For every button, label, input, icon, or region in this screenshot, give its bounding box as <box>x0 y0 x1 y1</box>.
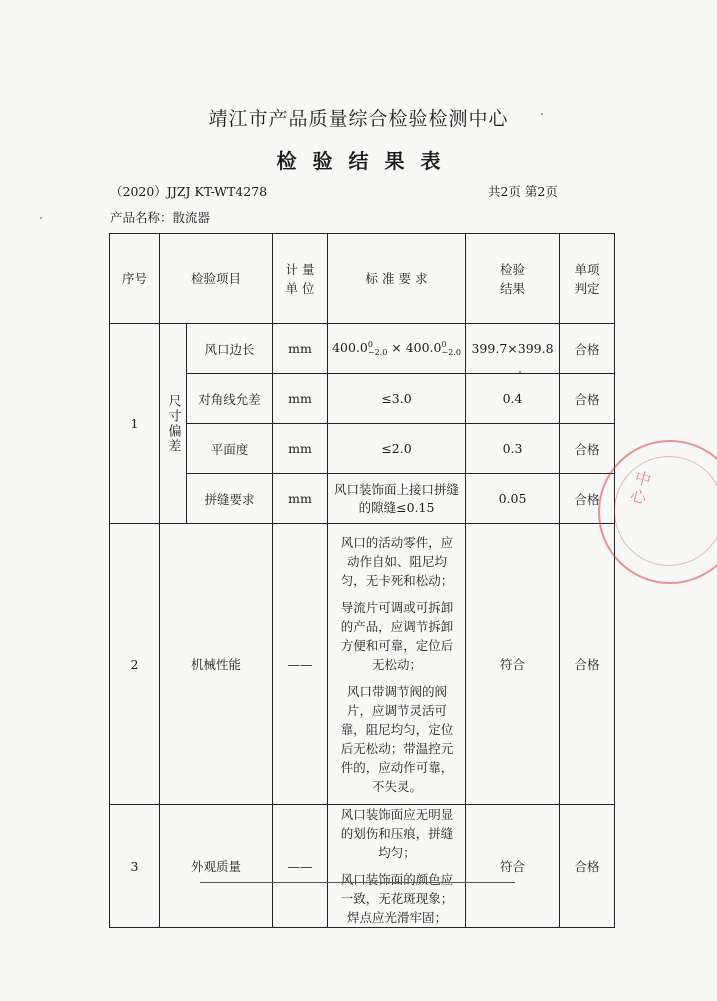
row-number: 3 <box>110 805 160 928</box>
document-title: 检验结果表 <box>276 149 457 173</box>
standard-requirement: 风口的活动零件，应动作自如、阻尼均匀，无卡死和松动； 导流片可调或可拆卸的产品，应调节拆卸方便和可靠，定位后无松动； 风口带调节阀的阀片，应调节灵活可靠，阻尼均匀，定位后无松动；带温控元件的，应动作可靠，不失灵。 <box>328 524 466 805</box>
scan-speck <box>519 371 521 373</box>
test-result: 399.7×399.8 <box>466 324 560 374</box>
verdict: 合格 <box>560 474 615 524</box>
category-label: 尺寸偏差 <box>160 324 187 524</box>
col-standard-header: 标 准 要 求 <box>328 234 466 324</box>
col-result-header: 检验 结果 <box>466 234 560 324</box>
product-name: 散流器 <box>172 210 211 225</box>
item-name: 拼缝要求 <box>187 474 273 524</box>
verdict: 合格 <box>560 424 615 474</box>
test-result: 0.05 <box>466 474 560 524</box>
item-name: 平面度 <box>187 424 273 474</box>
table-row <box>110 805 615 928</box>
item-name: 对角线允差 <box>187 374 273 424</box>
document-number: （2020）JJZJ KT-WT4278 <box>110 184 268 199</box>
row-number: 2 <box>110 524 160 805</box>
unit: —— <box>273 805 328 928</box>
verdict: 合格 <box>560 374 615 424</box>
col-verdict-header: 单项 判定 <box>560 234 615 324</box>
unit: mm <box>273 324 328 374</box>
organization-name: 靖江市产品质量综合检验检测中心 <box>208 108 509 130</box>
test-result: 0.3 <box>466 424 560 474</box>
unit: mm <box>273 374 328 424</box>
unit: —— <box>273 524 328 805</box>
table-row <box>110 524 615 805</box>
table-row <box>110 324 615 374</box>
table-header-row <box>110 234 615 324</box>
page-info: 共2页 第2页 <box>488 184 558 199</box>
seal-inner-ring <box>614 456 717 566</box>
unit: mm <box>273 474 328 524</box>
row-number: 1 <box>110 324 160 524</box>
standard-requirement: 400.0 0 −2.0 × 400.0 0 −2.0 <box>328 324 466 374</box>
col-no-header: 序号 <box>110 234 160 324</box>
verdict: 合格 <box>560 805 615 928</box>
standard-requirement: ≤2.0 <box>328 424 466 474</box>
product-line <box>110 208 210 226</box>
item-name: 机械性能 <box>160 524 273 805</box>
standard-requirement: 风口装饰面上接口拼缝 的隙缝≤0.15 <box>328 474 466 524</box>
standard-requirement: 风口装饰面应无明显的划伤和压痕，拼缝均匀； 风口装饰面的颜色应一致，无花斑现象；焊点应光滑牢固； <box>328 805 466 928</box>
test-result: 符合 <box>466 524 560 805</box>
seal-text: 中心 <box>625 468 654 508</box>
scan-speck <box>541 113 543 115</box>
verdict: 合格 <box>560 524 615 805</box>
official-seal <box>598 440 717 584</box>
col-unit-header: 计 量 单 位 <box>273 234 328 324</box>
product-label: 产品名称： <box>110 210 173 225</box>
item-name: 外观质量 <box>160 805 273 928</box>
unit: mm <box>273 424 328 474</box>
item-name: 风口边长 <box>187 324 273 374</box>
end-rule <box>200 882 515 883</box>
standard-requirement: ≤3.0 <box>328 374 466 424</box>
verdict: 合格 <box>560 324 615 374</box>
test-result: 符合 <box>466 805 560 928</box>
scan-speck <box>40 217 42 219</box>
test-result: 0.4 <box>466 374 560 424</box>
results-table <box>109 233 615 928</box>
col-item-header: 检验项目 <box>160 234 273 324</box>
